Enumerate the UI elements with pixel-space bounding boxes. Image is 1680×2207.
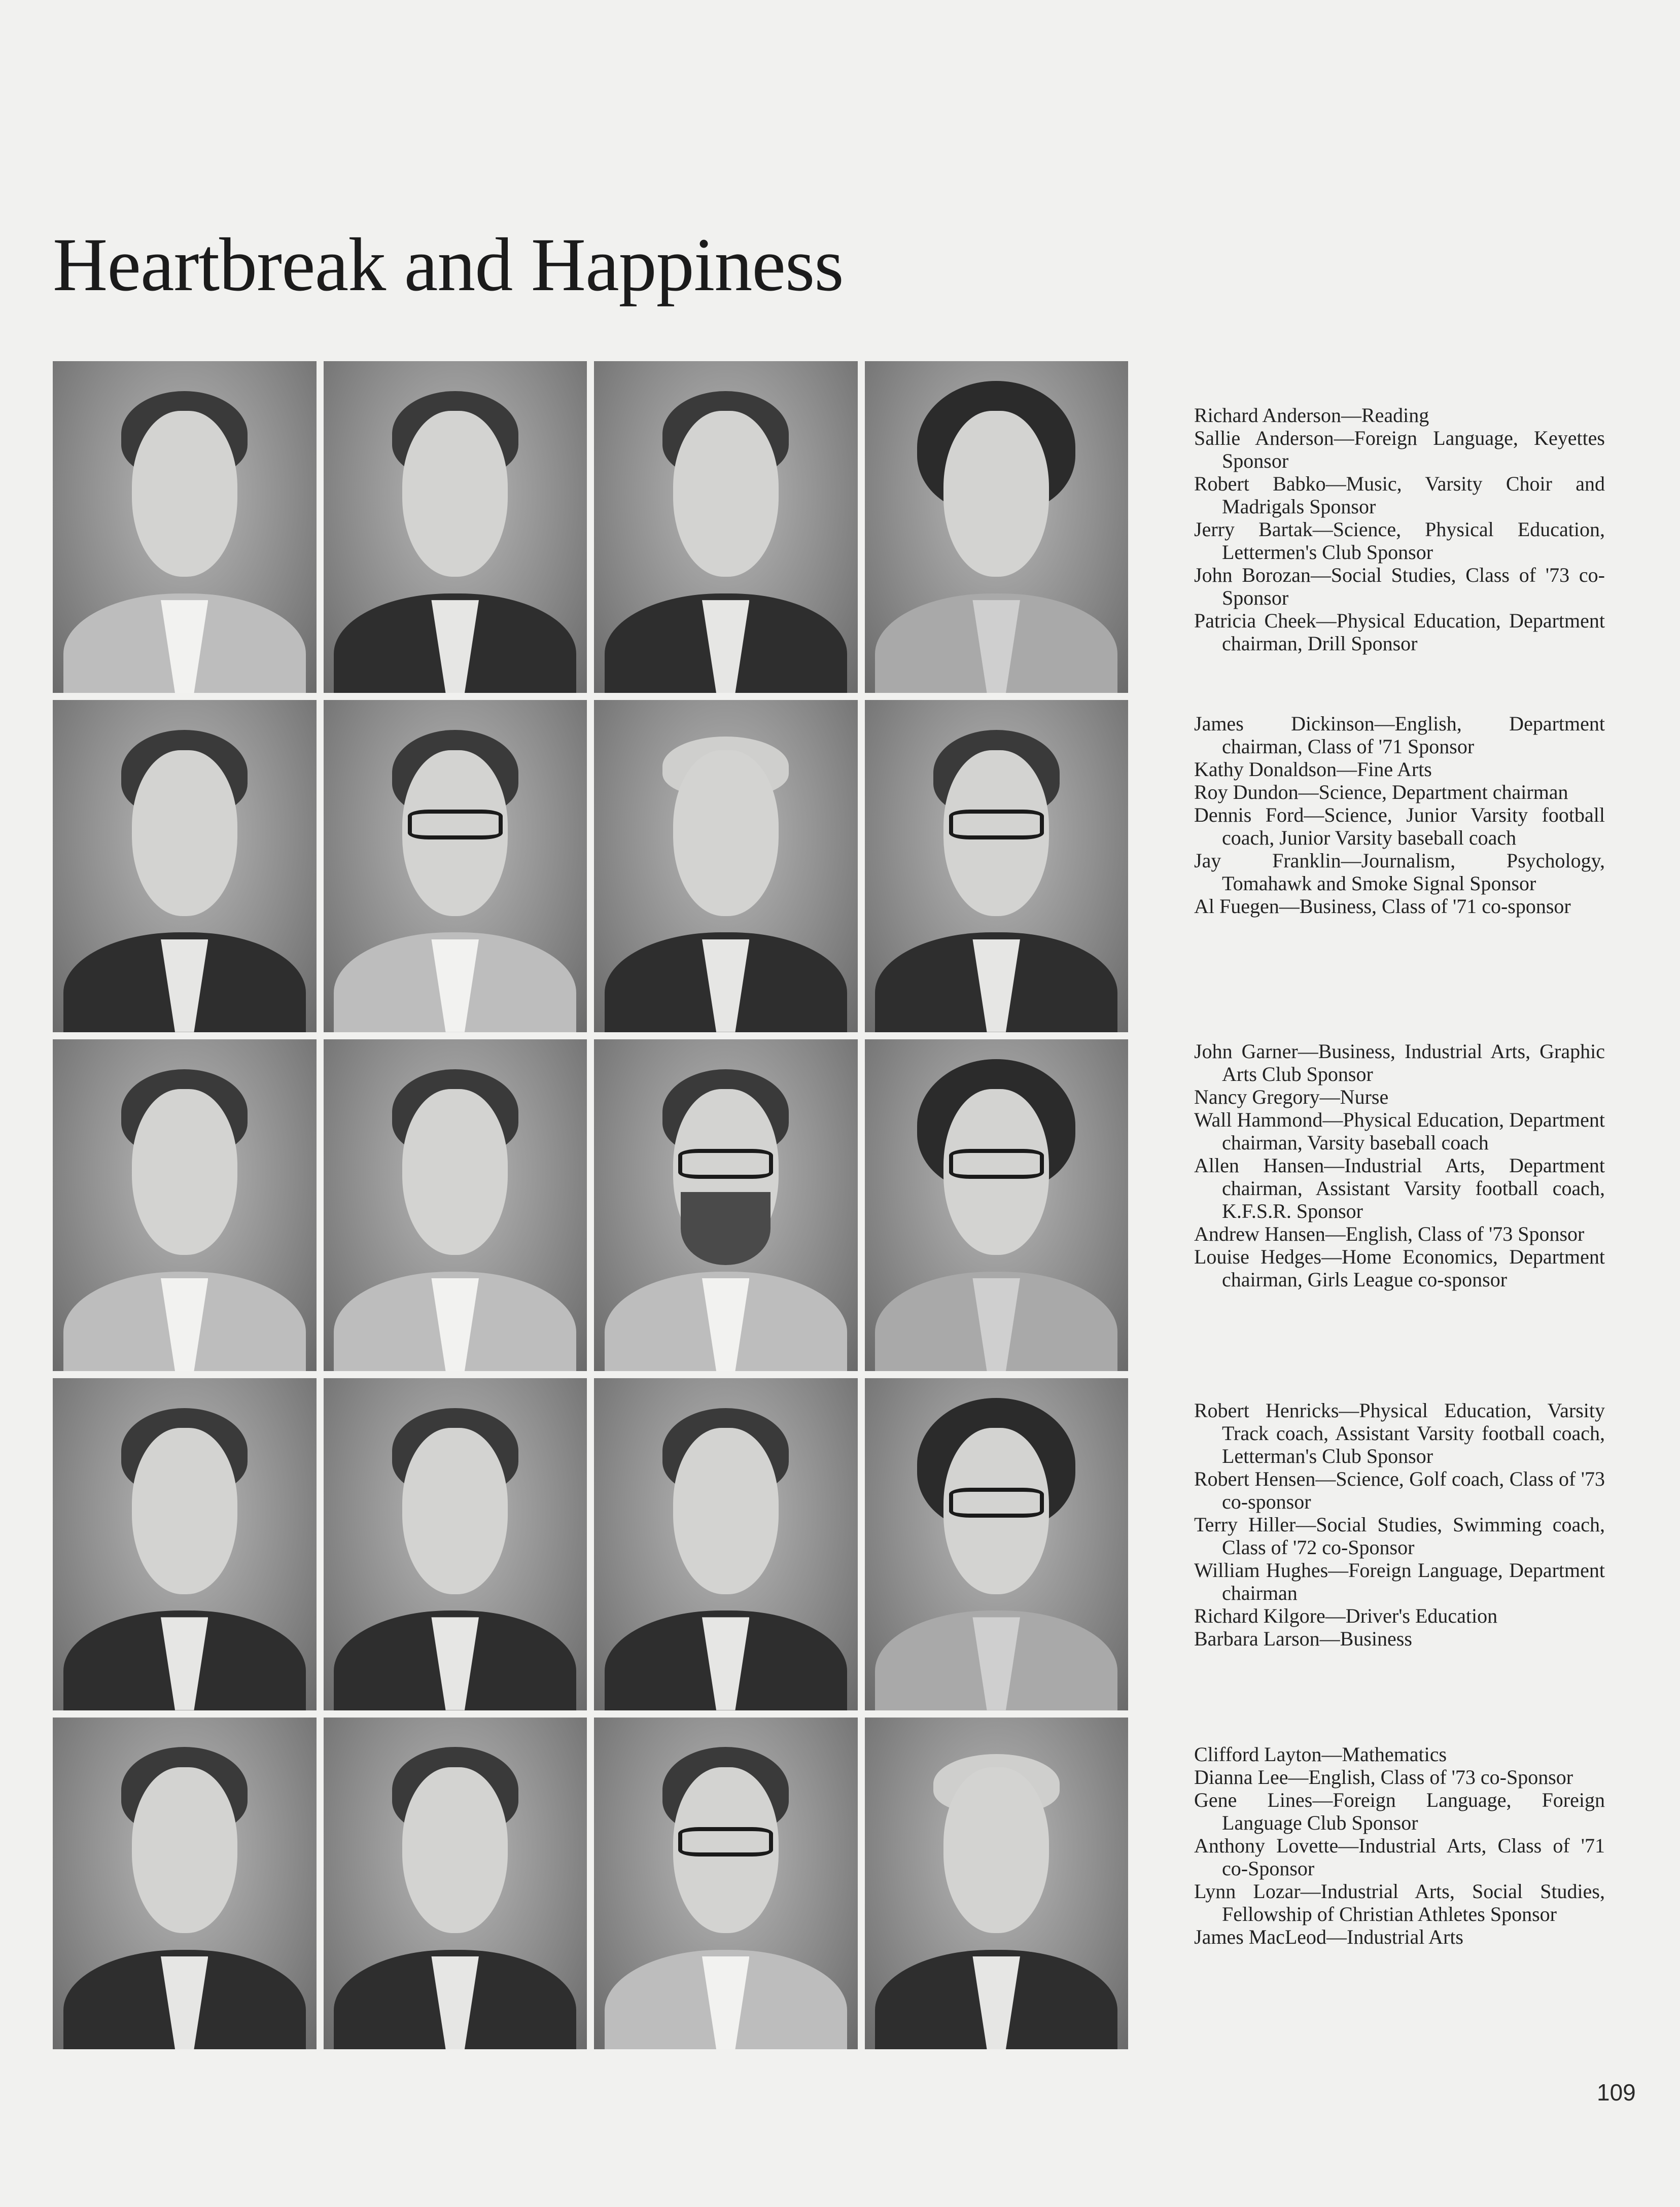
caption-entry: Clifford Layton—Mathematics	[1194, 1743, 1447, 1766]
caption-entry: John Garner—Business, Industrial Arts, Graphic Arts Club Sponsor	[1194, 1040, 1605, 1085]
caption-entry: John Borozan—Social Studies, Class of '73 co-Sponsor	[1194, 564, 1605, 609]
portrait-face	[132, 750, 237, 916]
caption-entry: Robert Babko—Music, Varsity Choir and Madrigals Sponsor	[1194, 472, 1605, 518]
portrait-nancy-gregory	[324, 1378, 587, 1710]
portrait-beard	[681, 1192, 771, 1265]
portrait-roy-dundon	[53, 1039, 317, 1371]
portrait-richard-anderson	[53, 361, 317, 693]
page-number: 109	[1597, 2079, 1636, 2106]
portrait-robert-hensen	[865, 1718, 1129, 2049]
caption-entry: Patricia Cheek—Physical Education, Department chairman, Drill Sponsor	[1194, 609, 1605, 655]
portrait-kathy-donaldson	[865, 700, 1129, 1032]
caption-entry: Terry Hiller—Social Studies, Swimming coach, Class of '72 co-Sponsor	[1194, 1513, 1605, 1559]
portrait-face	[132, 411, 237, 577]
caption-entry: Jay Franklin—Journalism, Psychology, Tomahawk and Smoke Signal Sponsor	[1194, 849, 1605, 895]
caption-entry: Allen Hansen—Industrial Arts, Department chairman, Assistant Varsity football coach, K.F.S.R. Sponsor	[1194, 1154, 1605, 1222]
caption-entry: Dennis Ford—Science, Junior Varsity football coach, Junior Varsity baseball coach	[1194, 803, 1605, 849]
portrait-dennis-ford	[324, 1039, 587, 1371]
portrait-face	[673, 750, 779, 916]
caption-entry: Sallie Anderson—Foreign Language, Keyettes Sponsor	[1194, 427, 1605, 472]
portrait-face	[132, 1089, 237, 1255]
caption-entry: Dianna Lee—English, Class of '73 co-Sponsor	[1194, 1766, 1573, 1789]
portrait-james-dickinson	[594, 700, 858, 1032]
portrait-face	[132, 1428, 237, 1594]
caption-group-3	[1194, 1040, 1605, 1291]
caption-entry: Wall Hammond—Physical Education, Department chairman, Varsity baseball coach	[1194, 1108, 1605, 1154]
portrait-face	[402, 1767, 508, 1933]
portrait-face	[402, 1428, 508, 1594]
portrait-andrew-hansen	[53, 1718, 317, 2049]
caption-entry: Jerry Bartak—Science, Physical Education, Lettermen's Club Sponsor	[1194, 518, 1605, 564]
caption-entry: Roy Dundon—Science, Department chairman	[1194, 781, 1568, 803]
portrait-glasses	[949, 810, 1044, 839]
portrait-face	[402, 1089, 508, 1255]
portrait-face	[402, 411, 508, 577]
caption-entry: Andrew Hansen—English, Class of '73 Sponsor	[1194, 1222, 1585, 1245]
portrait-sallie-anderson	[324, 361, 587, 693]
page-title: Heartbreak and Happiness	[53, 223, 844, 307]
portrait-john-garner	[53, 1378, 317, 1710]
caption-entry: Nancy Gregory—Nurse	[1194, 1085, 1389, 1108]
portrait-patricia-cheek	[324, 700, 587, 1032]
caption-entry: James MacLeod—Industrial Arts	[1194, 1925, 1463, 1948]
portrait-glasses	[678, 1827, 773, 1857]
portrait-grid	[53, 361, 1128, 2049]
caption-entry: Louise Hedges—Home Economics, Department chairman, Girls League co-sponsor	[1194, 1245, 1605, 1291]
caption-entry: James Dickinson—English, Department chairman, Class of '71 Sponsor	[1194, 712, 1605, 758]
portrait-glasses	[949, 1488, 1044, 1518]
caption-entry: Richard Anderson—Reading	[1194, 404, 1429, 427]
portrait-face	[673, 1428, 779, 1594]
portrait-robert-henricks	[594, 1718, 858, 2049]
portrait-face	[943, 411, 1049, 577]
portrait-jay-franklin	[594, 1039, 858, 1371]
portrait-glasses	[949, 1149, 1044, 1179]
caption-entry: Al Fuegen—Business, Class of '71 co-sponsor	[1194, 895, 1571, 918]
portrait-face	[132, 1767, 237, 1933]
caption-entry: Robert Henricks—Physical Education, Varsity Track coach, Assistant Varsity football coach, Letterman's Club Sponsor	[1194, 1399, 1605, 1467]
portrait-glasses	[678, 1149, 773, 1179]
caption-entry: Anthony Lovette—Industrial Arts, Class of '71 co-Sponsor	[1194, 1834, 1605, 1880]
caption-entry: Gene Lines—Foreign Language, Foreign Language Club Sponsor	[1194, 1789, 1605, 1834]
portrait-face	[943, 1767, 1049, 1933]
caption-entry: Richard Kilgore—Driver's Education	[1194, 1604, 1498, 1627]
portrait-john-borozan	[53, 700, 317, 1032]
caption-entry: William Hughes—Foreign Language, Department chairman	[1194, 1559, 1605, 1604]
portrait-wall-hammond	[594, 1378, 858, 1710]
caption-entry: Barbara Larson—Business	[1194, 1627, 1412, 1650]
caption-entry: Kathy Donaldson—Fine Arts	[1194, 758, 1432, 781]
portrait-robert-babko	[594, 361, 858, 693]
portrait-jerry-bartak	[865, 361, 1129, 693]
portrait-allen-hansen	[865, 1378, 1129, 1710]
caption-group-4	[1194, 1399, 1605, 1650]
portrait-louise-hedges	[324, 1718, 587, 2049]
caption-group-2	[1194, 712, 1605, 918]
portrait-glasses	[408, 810, 503, 839]
caption-entry: Robert Hensen—Science, Golf coach, Class of '73 co-sponsor	[1194, 1467, 1605, 1513]
portrait-al-fuegen	[865, 1039, 1129, 1371]
caption-entry: Lynn Lozar—Industrial Arts, Social Studies, Fellowship of Christian Athletes Sponsor	[1194, 1880, 1605, 1925]
caption-group-1	[1194, 404, 1605, 655]
caption-group-5	[1194, 1743, 1605, 1948]
portrait-face	[673, 411, 779, 577]
